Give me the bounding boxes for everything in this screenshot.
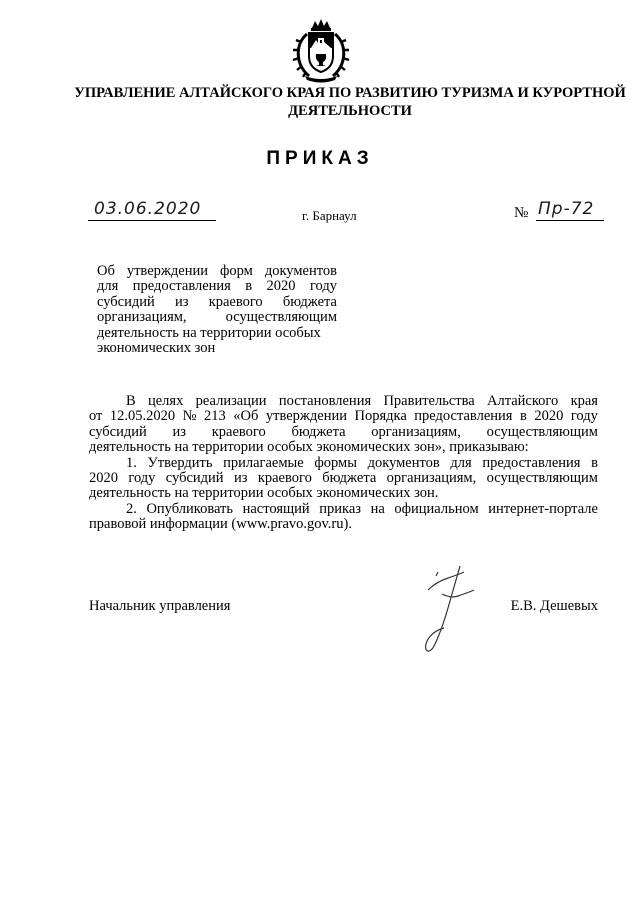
subject-line — [97, 310, 337, 325]
organization-name-line2: ДЕЯТЕЛЬНОСТИ — [288, 103, 412, 119]
text-word: бюджета — [322, 470, 377, 487]
body-line — [89, 486, 598, 501]
text-word: «Об — [233, 408, 259, 425]
text-word: из — [174, 293, 189, 310]
text-word: деятельность на территории особых — [97, 324, 321, 341]
text-word: № — [182, 408, 197, 425]
text-word: от — [89, 408, 103, 425]
text-word: в — [591, 454, 598, 471]
number-underline — [536, 220, 604, 221]
text-word: документов — [264, 263, 337, 279]
text-word: деятельность на территории особых экономических зон. — [89, 485, 439, 502]
text-word: году — [309, 278, 337, 295]
number-label: № — [514, 205, 529, 221]
text-word: осуществляющим — [486, 423, 598, 440]
text-word: субсидий — [97, 293, 155, 310]
document-subject — [97, 264, 337, 356]
text-word: Алтайского — [487, 393, 559, 409]
text-word: 12.05.2020 — [109, 408, 176, 425]
text-word: форм — [219, 263, 253, 279]
document-city: г. Барнаул — [302, 208, 357, 223]
body-line — [89, 471, 598, 486]
text-word: 2020 — [89, 470, 118, 487]
text-word: Об — [97, 263, 115, 279]
text-word: 2. — [126, 500, 137, 517]
text-word: приказ — [319, 500, 362, 517]
text-word: официальном — [394, 500, 479, 517]
text-word: краевого — [208, 293, 263, 310]
text-word: субсидий — [165, 470, 224, 487]
text-word: реализации — [195, 393, 267, 409]
text-word: организациям, — [386, 470, 477, 487]
text-word: в — [519, 408, 527, 425]
signatory-name: Е.В. Дешевых — [510, 598, 598, 614]
body-line — [89, 517, 598, 532]
body-line — [89, 456, 598, 471]
text-word: краевого — [257, 470, 312, 487]
text-word: из — [233, 470, 248, 487]
text-word: осуществляющим — [225, 309, 337, 326]
text-word: Правительства — [383, 393, 475, 409]
coat-of-arms-icon — [287, 18, 355, 84]
text-word: утверждении — [265, 408, 348, 425]
subject-line — [97, 341, 337, 356]
text-word: бюджета — [291, 423, 346, 440]
text-word: организациям, — [371, 423, 461, 440]
subject-line — [97, 279, 337, 294]
text-word: В — [126, 393, 136, 409]
text-word: 2020 — [534, 408, 564, 425]
text-word: утверждении — [126, 263, 208, 279]
text-word: на — [370, 500, 385, 517]
text-word: для — [97, 278, 119, 295]
text-word: Опубликовать — [146, 500, 233, 517]
text-word: краевого — [211, 423, 266, 440]
body-line — [89, 425, 598, 440]
text-word: Порядка — [354, 408, 407, 425]
text-word: 2020 — [266, 278, 296, 295]
document-title: ПРИКАЗ — [266, 148, 374, 169]
text-word: правовой информации (www.pravo.gov.ru). — [89, 516, 352, 533]
text-word: в — [245, 278, 253, 295]
text-word: субсидий — [89, 423, 147, 440]
text-word: края — [570, 393, 598, 409]
text-word: предоставления — [414, 408, 513, 425]
subject-line — [97, 326, 337, 341]
text-word: прилагаемые — [223, 454, 304, 471]
text-word: предоставления — [132, 278, 231, 295]
text-word: 1. — [126, 454, 137, 471]
text-word: формы — [314, 454, 357, 471]
text-word: деятельность на территории особых экономических зон», приказываю: — [89, 439, 529, 456]
body-line — [89, 502, 598, 517]
subject-line — [97, 295, 337, 310]
text-word: для — [450, 454, 472, 471]
document-date: 03.06.2020 — [94, 199, 202, 219]
body-line — [89, 409, 598, 424]
text-word: организациям, — [97, 309, 187, 326]
text-word: интернет-портале — [488, 500, 598, 517]
subject-line — [97, 264, 337, 279]
text-word: предоставления — [482, 454, 581, 471]
text-word: 213 — [204, 408, 226, 425]
text-word: из — [172, 423, 187, 440]
text-word: постановления — [278, 393, 372, 409]
document-number: Пр-72 — [538, 199, 595, 219]
document-body — [89, 394, 598, 533]
text-word: бюджета — [282, 293, 337, 310]
text-word: экономических зон — [97, 340, 216, 357]
text-word: целях — [147, 393, 184, 409]
text-word: Утвердить — [147, 454, 213, 471]
body-line — [89, 440, 598, 455]
text-word: году — [570, 408, 598, 425]
text-word: осуществляющим — [486, 470, 598, 487]
document-number-field — [510, 198, 606, 226]
date-underline — [88, 220, 216, 221]
text-word: настоящий — [242, 500, 310, 517]
body-line — [89, 394, 598, 409]
document-date-field — [88, 198, 216, 226]
organization-name-line1: УПРАВЛЕНИЕ АЛТАЙСКОГО КРАЯ ПО РАЗВИТИЮ ТУРИЗМА И КУРОРТНОЙ — [74, 85, 626, 101]
signatory-position: Начальник управления — [89, 598, 231, 614]
handwritten-signature-icon — [420, 560, 478, 658]
text-word: документов — [367, 454, 440, 471]
text-word: году — [128, 470, 156, 487]
